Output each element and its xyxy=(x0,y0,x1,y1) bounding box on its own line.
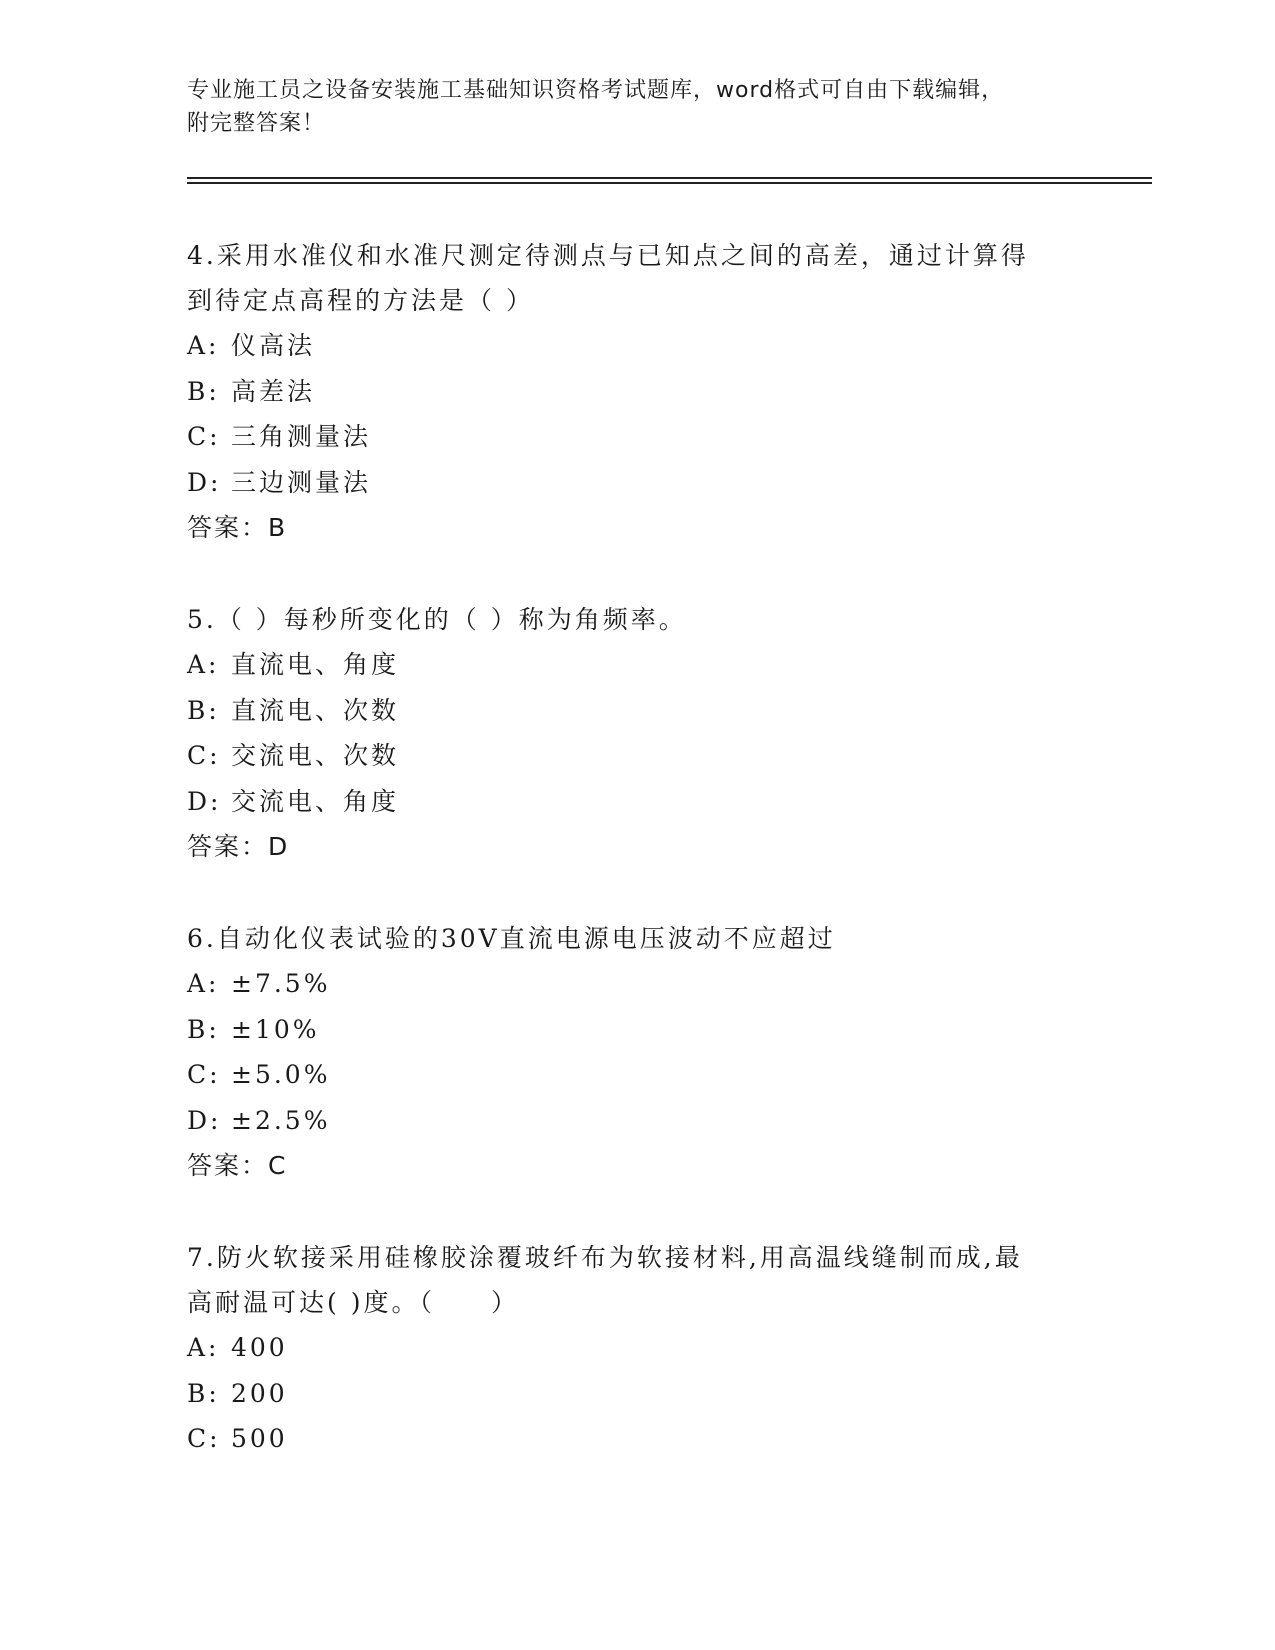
option-text: 高差法 xyxy=(231,376,316,406)
question-stem-line: 6.自动化仪表试验的30V直流电源电压波动不应超过 xyxy=(187,924,836,953)
question-stem xyxy=(187,233,1067,323)
option-b xyxy=(187,369,1067,415)
option-letter: B: xyxy=(187,1014,220,1044)
option-text: 三边测量法 xyxy=(231,467,372,497)
option-letter: D: xyxy=(187,467,222,497)
question-stem-line: 5.（ ）每秒所变化的（ ）称为角频率。 xyxy=(187,605,687,634)
question-6 xyxy=(187,916,1067,1188)
option-d xyxy=(187,779,1067,825)
option-c xyxy=(187,414,1067,460)
header-divider-bottom xyxy=(187,182,1152,184)
option-letter: A: xyxy=(187,331,220,360)
option-text: ±2.5% xyxy=(231,1105,331,1135)
option-b xyxy=(187,1371,1067,1417)
option-a xyxy=(187,323,1067,369)
option-a xyxy=(187,642,1067,688)
option-text: 三角测量法 xyxy=(231,422,372,451)
header-divider-top xyxy=(187,177,1152,179)
option-d xyxy=(187,460,1067,506)
option-text: 交流电、角度 xyxy=(231,786,400,816)
option-letter: C: xyxy=(187,422,221,451)
question-7 xyxy=(187,1235,1067,1462)
option-letter: A: xyxy=(187,969,220,998)
option-text: ±7.5% xyxy=(231,969,331,998)
option-text: 交流电、次数 xyxy=(231,741,400,770)
question-stem xyxy=(187,1235,1067,1325)
option-a xyxy=(187,961,1067,1007)
option-text: ±5.0% xyxy=(231,1060,331,1089)
answer-line: 答案：C xyxy=(187,1151,288,1180)
document-header xyxy=(187,74,1067,140)
option-c xyxy=(187,1416,1067,1462)
option-letter: D: xyxy=(187,1105,222,1135)
option-letter: C: xyxy=(187,1060,221,1089)
option-text: 仪高法 xyxy=(231,331,316,360)
option-letter: D: xyxy=(187,786,222,816)
option-b xyxy=(187,1007,1067,1053)
option-letter: B: xyxy=(187,695,220,725)
option-text: 直流电、次数 xyxy=(231,695,400,725)
option-b xyxy=(187,688,1067,734)
question-stem-line: 4.采用水准仪和水准尺测定待测点与已知点之间的高差，通过计算得 xyxy=(187,241,1029,270)
question-stem-line: 高耐温可达( )度。（ ） xyxy=(187,1288,519,1317)
question-stem xyxy=(187,597,1067,642)
question-4 xyxy=(187,233,1067,550)
answer-line: 答案：B xyxy=(187,513,288,542)
option-letter: C: xyxy=(187,1424,221,1453)
answer-line: 答案：D xyxy=(187,832,290,861)
option-c xyxy=(187,733,1067,779)
option-text: 400 xyxy=(231,1333,288,1362)
header-line-2: 附完整答案！ xyxy=(187,111,326,136)
question-stem-line: 到待定点高程的方法是（ ） xyxy=(187,286,534,315)
question-stem xyxy=(187,916,1067,961)
option-text: ±10% xyxy=(231,1014,320,1044)
question-stem-line: 7.防火软接采用硅橡胶涂覆玻纤布为软接材料,用高温线缝制而成,最 xyxy=(187,1243,1023,1272)
header-line-1: 专业施工员之设备安装施工基础知识资格考试题库，word格式可自由下载编辑， xyxy=(187,78,1005,103)
option-letter: C: xyxy=(187,741,221,770)
option-d xyxy=(187,1098,1067,1144)
option-letter: A: xyxy=(187,1333,220,1362)
option-text: 200 xyxy=(231,1378,288,1408)
option-letter: B: xyxy=(187,1378,220,1408)
option-c xyxy=(187,1052,1067,1098)
option-letter: A: xyxy=(187,650,220,679)
option-text: 直流电、角度 xyxy=(231,650,400,679)
question-5 xyxy=(187,597,1067,869)
option-text: 500 xyxy=(231,1424,288,1453)
option-a xyxy=(187,1325,1067,1371)
option-letter: B: xyxy=(187,376,220,406)
